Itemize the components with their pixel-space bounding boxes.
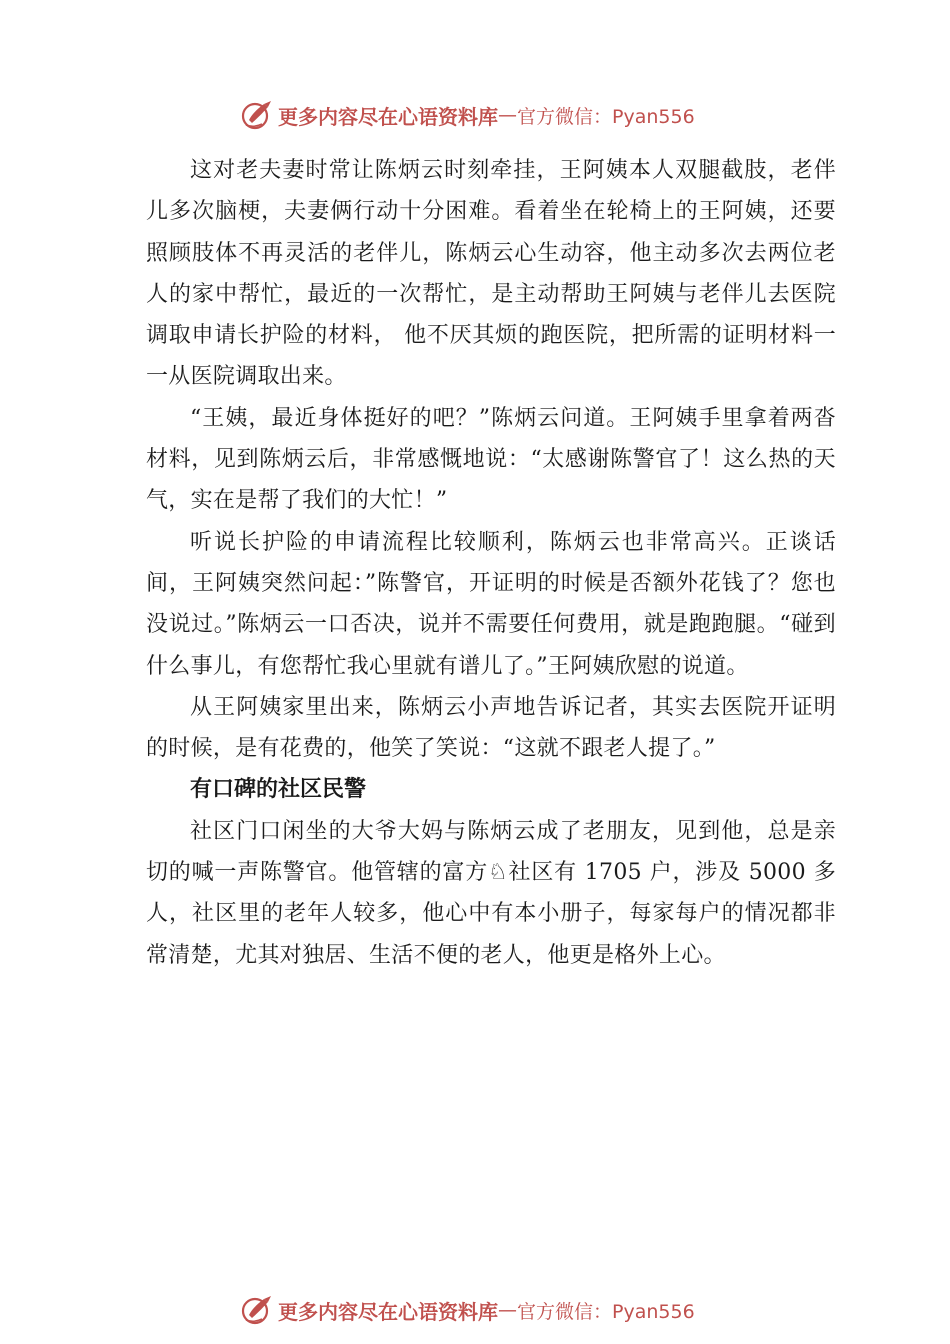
header-separator: — bbox=[498, 104, 517, 126]
footer-banner bbox=[240, 1292, 695, 1328]
header-brand-text: 更多内容尽在心语资料库 bbox=[278, 104, 498, 129]
paragraph: “王姨，最近身体挺好的吧？”陈炳云问道。王阿姨手里拿着两沓材料，见到陈炳云后，非常感慨地说：“太感谢陈警官了！这么热的天气，实在是帮了我们的大忙！” bbox=[146, 405, 836, 514]
section-heading: 有口碑的社区民警 bbox=[190, 777, 367, 803]
footer-separator: — bbox=[498, 1299, 517, 1321]
paragraph: 这对老夫妻时常让陈炳云时刻牵挂，王阿姨本人双腿截肢，老伴儿多次脑梗，夫妻俩行动十分困难。看着坐在轮椅上的王阿姨，还要照顾肢体不再灵活的老伴儿，陈炳云心生动容，他主动多次去两位老人的家中帮忙，最近的一次帮忙，是主动帮助王阿姨与老伴儿去医院调取申请长护险的材料， 他不厌其烦的跑医院，把所需的证明材料一一从医院调取出来。 bbox=[146, 158, 836, 390]
paragraph: 从王阿姨家里出来，陈炳云小声地告诉记者，其实去医院开证明的时候，是有花费的，他笑了笑说：“这就不跟老人提了。” bbox=[146, 694, 836, 762]
pen-nib-logo-icon bbox=[240, 98, 274, 132]
footer-wechat-text: 官方微信：Pyan556 bbox=[517, 1300, 695, 1323]
article-body bbox=[146, 150, 836, 976]
header-wechat-text: 官方微信：Pyan556 bbox=[517, 105, 695, 128]
paragraph: 社区门口闲坐的大爷大妈与陈炳云成了老朋友，见到他，总是亲切的喊一声陈警官。他管辖的富方♘社区有 1705 户，涉及 5000 多人，社区里的老年人较多，他心中有本小册子，每家每户的情况都非常清楚，尤其对独居、生活不便的老人，他更是格外上心。 bbox=[146, 818, 836, 968]
header-banner bbox=[240, 97, 695, 133]
footer-brand-text: 更多内容尽在心语资料库 bbox=[278, 1299, 498, 1324]
pen-nib-logo-icon bbox=[240, 1293, 274, 1327]
paragraph: 听说长护险的申请流程比较顺利，陈炳云也非常高兴。正谈话间，王阿姨突然问起：”陈警官，开证明的时候是否额外花钱了？您也没说过。”陈炳云一口否决，说并不需要任何费用，就是跑跑腿。“碰到什么事儿，有您帮忙我心里就有谱儿了。”王阿姨欣慰的说道。 bbox=[146, 529, 836, 679]
